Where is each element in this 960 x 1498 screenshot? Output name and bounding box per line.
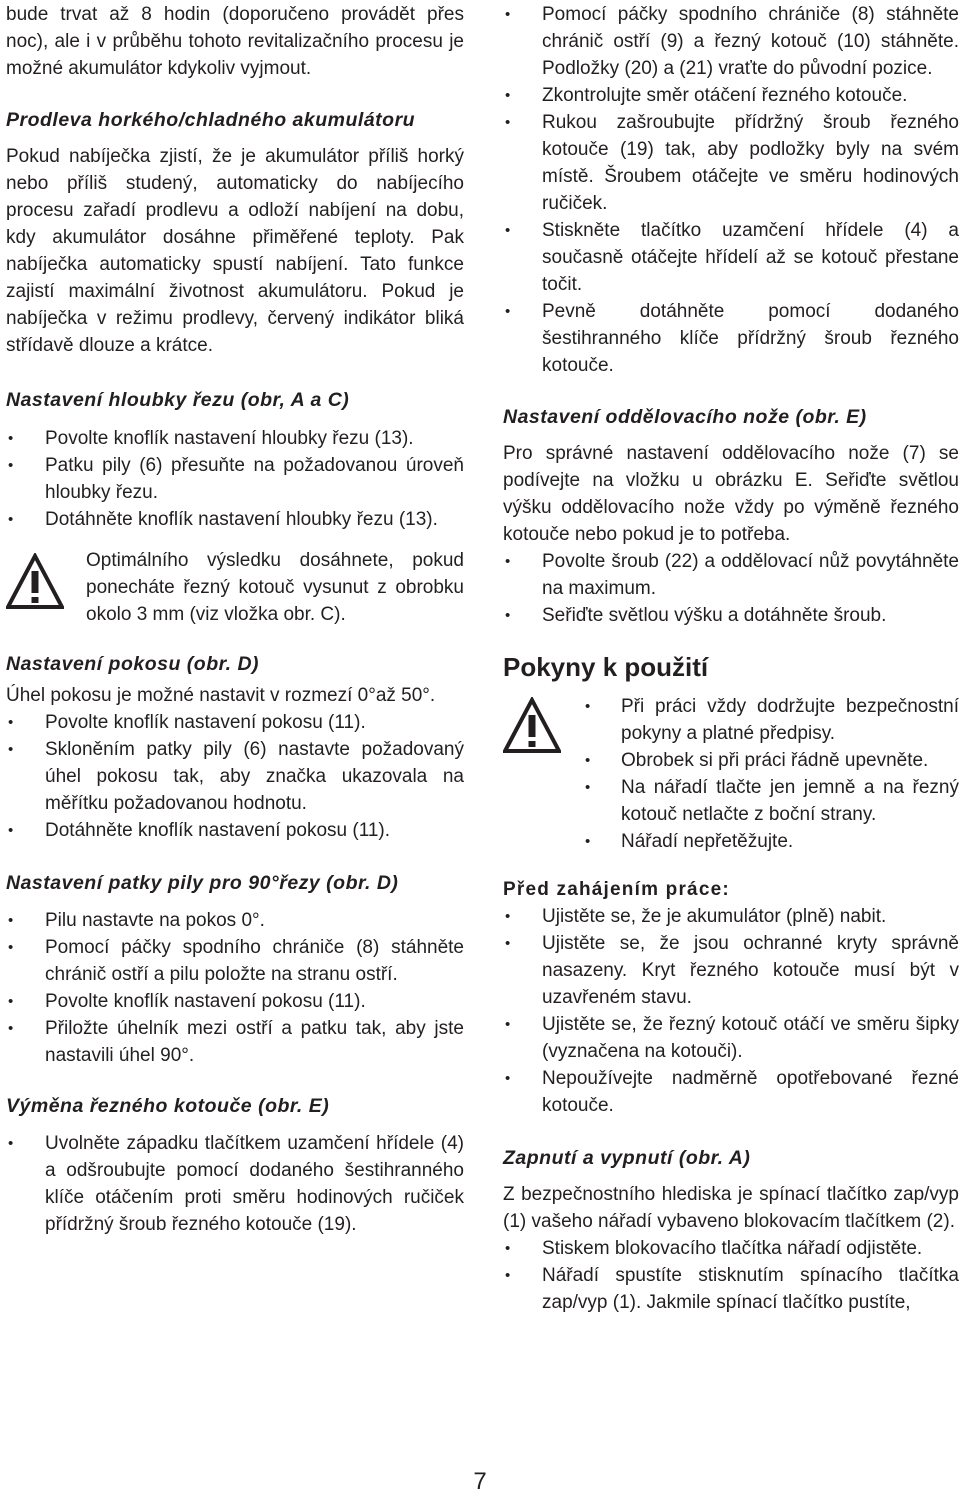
list-item: • Stiskem blokovacího tlačítka nářadí odjistěte. — [503, 1235, 959, 1262]
depth-list — [6, 425, 464, 533]
list-item: • Uvolněte západku tlačítkem uzamčení hřídele (4) a odšroubujte pomocí dodaného šestihranného klíče otáčením proti směru hodinových ručiček přídržný šroub řezného kotouče (19). — [6, 1130, 464, 1238]
knife-list — [503, 548, 959, 629]
list-item: • Pomocí páčky spodního chrániče (8) stáhněte chránič ostří (9) a řezný kotouč (10) stáhněte. Podložky (20) a (21) vraťte do původní pozice. — [503, 1, 959, 82]
blade-list — [6, 1130, 464, 1238]
list-item: • Skloněním patky pily (6) nastavte požadovaný úhel pokosu tak, aby značka ukazovala na měřítku požadovanou hodnotu. — [6, 736, 464, 817]
list-item: • Ujistěte se, že řezný kotouč otáčí ve směru šipky (vyznačena na kotouči). — [503, 1011, 959, 1065]
list-item: • Povolte šroub (22) a oddělovací nůž povytáhněte na maximum. — [503, 548, 959, 602]
bevel-list — [6, 709, 464, 844]
depth-heading: Nastavení hloubky řezu (obr, A a C) — [6, 389, 350, 411]
left-column — [6, 0, 464, 1238]
list-item: • Povolte knoflík nastavení pokosu (11). — [6, 709, 464, 736]
list-item: • Při práci vždy dodržujte bezpečnostní pokyny a platné předpisy. — [583, 693, 959, 747]
shoe-list — [6, 907, 464, 1069]
list-item: • Ujistěte se, že jsou ochranné kryty správně nasazeny. Kryt řezného kotouče musí být v uzavřeném stavu. — [503, 930, 959, 1011]
list-item: • Pevně dotáhněte pomocí dodaného šestihranného klíče přídržný šroub řezného kotouče. — [503, 298, 959, 379]
delay-heading: Prodleva horkého/chladného akumulátoru — [6, 109, 416, 131]
list-item: • Dotáhněte knoflík nastavení pokosu (11). — [6, 817, 464, 844]
page-number: 7 — [473, 1468, 487, 1495]
list-item: • Seřiďte světlou výšku a dotáhněte šroub. — [503, 602, 959, 629]
list-item: • Nářadí nepřetěžujte. — [583, 828, 959, 855]
before-list — [503, 903, 959, 1119]
list-item: • Rukou zašroubujte přídržný šroub řezného kotouče (19) tak, aby podložky byly na svém místě. Šroubem otáčejte ve směru hodinových ručiček. — [503, 109, 959, 217]
list-item: • Patku pily (6) přesuňte na požadovanou úroveň hloubky řezu. — [6, 452, 464, 506]
knife-heading: Nastavení oddělovacího nože (obr. E) — [503, 406, 867, 428]
bevel-heading: Nastavení pokosu (obr. D) — [6, 653, 260, 675]
switch-list — [503, 1235, 959, 1316]
usage-warning — [503, 693, 959, 855]
switch-paragraph: Z bezpečnostního hlediska je spínací tlačítko zap/vyp (1) vašeho nářadí vybaveno blokovacím tlačítkem (2). — [503, 1184, 959, 1232]
list-item: • Na nářadí tlačte jen jemně a na řezný kotouč netlačte z boční strany. — [583, 774, 959, 828]
knife-paragraph: Pro správné nastavení oddělovacího nože (7) se podívejte na vložku u obrázku E. Seřiďte světlou výšku oddělovacího nože vždy po výměně řezného kotouče nebo pokud je to potřeba. — [503, 443, 959, 545]
depth-warning-text: Optimálního výsledku dosáhnete, pokud ponecháte řezný kotouč vysunut z obrobku okolo 3 mm (viz vložka obr. C). — [86, 550, 464, 625]
depth-warning — [6, 547, 464, 628]
list-item: • Povolte knoflík nastavení hloubky řezu (13). — [6, 425, 464, 452]
list-item: • Nepoužívejte nadměrně opotřebované řezné kotouče. — [503, 1065, 959, 1119]
blade-list-continued — [503, 1, 959, 379]
delay-paragraph: Pokud nabíječka zjistí, že je akumulátor příliš horký nebo příliš studený, automaticky do nabíjecího procesu zařadí prodlevu a odloží nabíjení na dobu, kdy akumulátor dosáhne přiměřené teploty. Pak nabíječka automaticky spustí nabíjení. Tato funkce zajistí maximální životnost akumulátoru. Pokud je nabíječka v režimu prodlevy, červený indikátor bliká střídavě dlouze a krátce. — [6, 146, 464, 356]
intro-paragraph: bude trvat až 8 hodin (doporučeno provádět přes noc), ale i v průběhu tohoto revitalizačního procesu je možné akumulátor kdykoliv vyjmout. — [6, 4, 464, 79]
before-heading: Před zahájením práce: — [503, 879, 730, 900]
usage-heading: Pokyny k použití — [503, 652, 709, 682]
list-item: • Ujistěte se, že je akumulátor (plně) nabit. — [503, 903, 959, 930]
list-item: • Nářadí spustíte stisknutím spínacího tlačítka zap/vyp (1). Jakmile spínací tlačítko pustíte, — [503, 1262, 959, 1316]
switch-heading: Zapnutí a vypnutí (obr. A) — [503, 1147, 751, 1169]
bevel-paragraph: Úhel pokosu je možné nastavit v rozmezí 0°až 50°. — [6, 685, 436, 706]
list-item: • Pomocí páčky spodního chrániče (8) stáhněte chránič ostří a pilu položte na stranu ostří. — [6, 934, 464, 988]
shoe-heading: Nastavení patky pily pro 90°řezy (obr. D) — [6, 872, 399, 894]
blade-heading: Výměna řezného kotouče (obr. E) — [6, 1095, 330, 1117]
warning-icon — [6, 553, 64, 611]
list-item: • Stiskněte tlačítko uzamčení hřídele (4) a současně otáčejte hřídelí až se kotouč přestane točit. — [503, 217, 959, 298]
list-item: • Obrobek si při práci řádně upevněte. — [583, 747, 959, 774]
usage-warning-list — [583, 693, 959, 855]
list-item: • Pilu nastavte na pokos 0°. — [6, 907, 464, 934]
list-item: • Zkontrolujte směr otáčení řezného kotouče. — [503, 82, 959, 109]
list-item: • Povolte knoflík nastavení pokosu (11). — [6, 988, 464, 1015]
list-item: • Přiložte úhelník mezi ostří a patku tak, aby jste nastavili úhel 90°. — [6, 1015, 464, 1069]
warning-icon — [503, 697, 561, 755]
list-item: • Dotáhněte knoflík nastavení hloubky řezu (13). — [6, 506, 464, 533]
right-column — [503, 0, 959, 1316]
